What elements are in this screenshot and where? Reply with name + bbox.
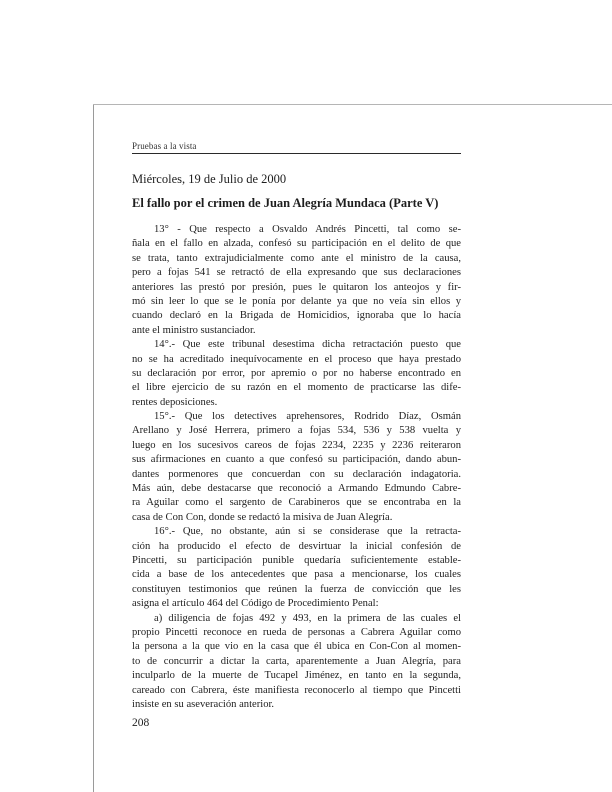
text-line: asigna el artículo 464 del Código de Procedimiento Penal: [132, 598, 379, 610]
text-line: to de concurrir a dictar la carta, aparentemente a Juan Alegría, para [132, 655, 461, 667]
scan-page-edge-left [93, 104, 94, 792]
text-line: propio Pincetti reconoce en rueda de personas a Cabrera Aguilar como [132, 626, 461, 638]
text-line: careado con Cabrera, éste manifiesta reconocerlo al tiempo que Pincetti [132, 684, 461, 696]
text-line: inculparlo de la muerte de Tucapel Jiménez, en tanto en la segunda, [132, 670, 461, 682]
text-line: 13° - Que respecto a Osvaldo Andrés Pincetti, tal como se- [154, 224, 461, 235]
text-line: 16°.- Que, no obstante, aún si se considerase que la retracta- [154, 526, 461, 538]
text-line: Pincetti, su participación punible quedaría suficientemente estable- [132, 554, 461, 566]
scan-page-edge-top [93, 104, 612, 105]
text-line: luego en los sucesivos careos de fojas 2234, 2235 y 2236 reiteraron [132, 439, 461, 451]
text-line: mó sin leer lo que se le ponía por delante ya que no veía sin ellos y [132, 295, 461, 307]
text-line: la persona a la que vio en la casa que él ubica en Con-Con al momen- [132, 641, 461, 653]
text-line: ra Aguilar como el sargento de Carabineros que se encontraba en la [132, 497, 461, 509]
header-rule [132, 153, 461, 154]
article-date: Miércoles, 19 de Julio de 2000 [132, 172, 287, 186]
text-line: 14°.- Que este tribunal desestima dicha retractación puesto que [154, 339, 461, 351]
text-line: cuando declaró en la Brigada de Homicidios, ignoraba que lo hacía [132, 310, 461, 322]
text-line: insiste en su aseveración anterior. [132, 698, 275, 710]
text-line: casa de Con Con, donde se redactó la misiva de Juan Alegría. [132, 511, 393, 523]
text-line: a) diligencia de fojas 492 y 493, en la primera de las cuales el [154, 612, 461, 624]
text-line: pero a fojas 541 se retractó de ella expresando que sus declaraciones [132, 267, 461, 279]
text-line: se trata, tanto extrajudicialmente como ante el ministro de la causa, [132, 252, 461, 264]
text-line: Arellano y José Herrera, primero a fojas 534, 536 y 538 vuelta y [132, 425, 461, 437]
text-line: 15°.- Que los detectives aprehensores, Rodrido Díaz, Osmán [154, 411, 461, 423]
text-line: constituyen testimonios que reúnen la fuerza de convicción que les [132, 583, 461, 595]
text-line: anteriores las prestó por presión, pues le quitaron los anteojos y fir- [132, 281, 461, 293]
text-line: cida a base de los antecedentes que pasa a mencionarse, los cuales [132, 569, 461, 581]
article-title: El fallo por el crimen de Juan Alegría Mundaca (Parte V) [132, 196, 439, 210]
text-line: dantes pormenores que concuerdan con su declaración indagatoria. [132, 468, 461, 480]
text-line: sus afirmaciones en cuanto a que confesó su participación, dando abun- [132, 454, 461, 466]
article-body [132, 223, 461, 712]
text-line: ñala en el fallo en alzada, confesó su participación en el delito de que [132, 238, 461, 250]
text-line: ante el ministro sustanciador. [132, 324, 256, 336]
running-head: Pruebas a la vista [132, 141, 197, 151]
text-line: rentes deposiciones. [132, 396, 218, 408]
page-number: 208 [132, 717, 150, 729]
text-line: su declaración por error, por apremio o por no haberse encontrado en [132, 367, 461, 379]
text-line: el libre ejercicio de su razón en el momento de practicarse las dife- [132, 382, 461, 394]
text-line: Más aún, debe destacarse que reconoció a Armando Edmundo Cabre- [132, 483, 461, 495]
text-line: ción ha producido el efecto de desvirtuar la inicial confesión de [132, 540, 461, 552]
text-line: no se ha acreditado inequívocamente en el proceso que haya prestado [132, 353, 461, 365]
